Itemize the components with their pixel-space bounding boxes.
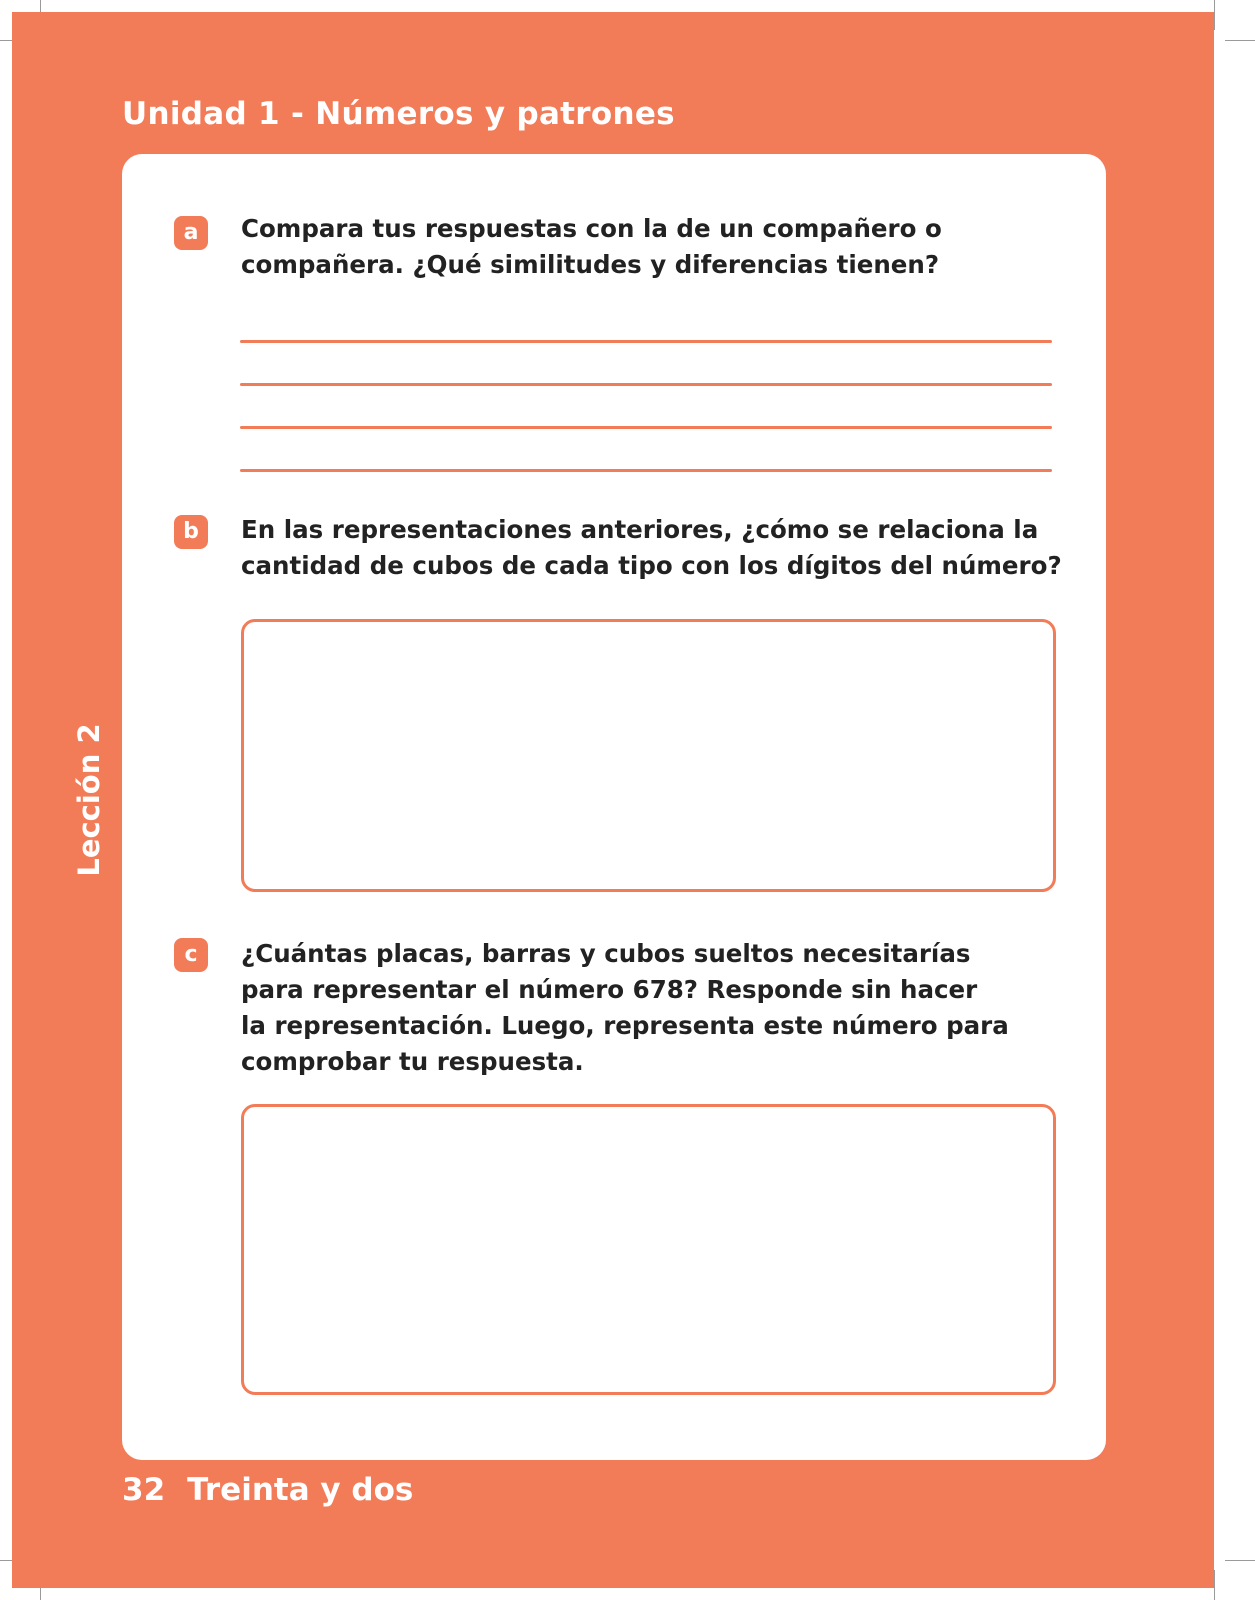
question-b-line: cantidad de cubos de cada tipo con los dígitos del número? — [241, 551, 1062, 580]
question-a-line: Compara tus respuestas con la de un compañero o — [241, 214, 942, 243]
answer-line[interactable] — [240, 340, 1052, 343]
question-b-text — [241, 512, 1062, 584]
answer-line[interactable] — [240, 383, 1052, 386]
question-c-line: para representar el número 678? Responde sin hacer — [241, 975, 978, 1004]
page-number: 32 — [122, 1472, 166, 1508]
crop-mark — [1214, 0, 1215, 30]
question-b-badge: b — [174, 515, 208, 549]
unit-title: Unidad 1 - Números y patrones — [122, 96, 675, 132]
question-a-badge: a — [174, 216, 208, 250]
question-c-line: comprobar tu respuesta. — [241, 1047, 584, 1076]
crop-mark — [1225, 1560, 1255, 1561]
crop-mark — [1225, 40, 1255, 41]
question-a-line: compañera. ¿Qué similitudes y diferencias tienen? — [241, 250, 940, 279]
question-c-answer-box[interactable] — [241, 1104, 1056, 1395]
question-b-line: En las representaciones anteriores, ¿cómo se relaciona la — [241, 515, 1039, 544]
question-c-text — [241, 936, 1009, 1080]
question-a-text — [241, 211, 942, 283]
answer-line[interactable] — [240, 469, 1052, 472]
lesson-label: Lección 2 — [72, 723, 106, 877]
question-c-line: la representación. Luego, representa este número para — [241, 1011, 1009, 1040]
page-number-words: Treinta y dos — [187, 1472, 414, 1508]
crop-mark — [1214, 1570, 1215, 1600]
question-c-line: ¿Cuántas placas, barras y cubos sueltos necesitarías — [241, 939, 971, 968]
question-c-badge: c — [174, 938, 208, 972]
question-b-answer-box[interactable] — [241, 619, 1056, 892]
page-footer — [122, 1472, 413, 1508]
answer-line[interactable] — [240, 426, 1052, 429]
